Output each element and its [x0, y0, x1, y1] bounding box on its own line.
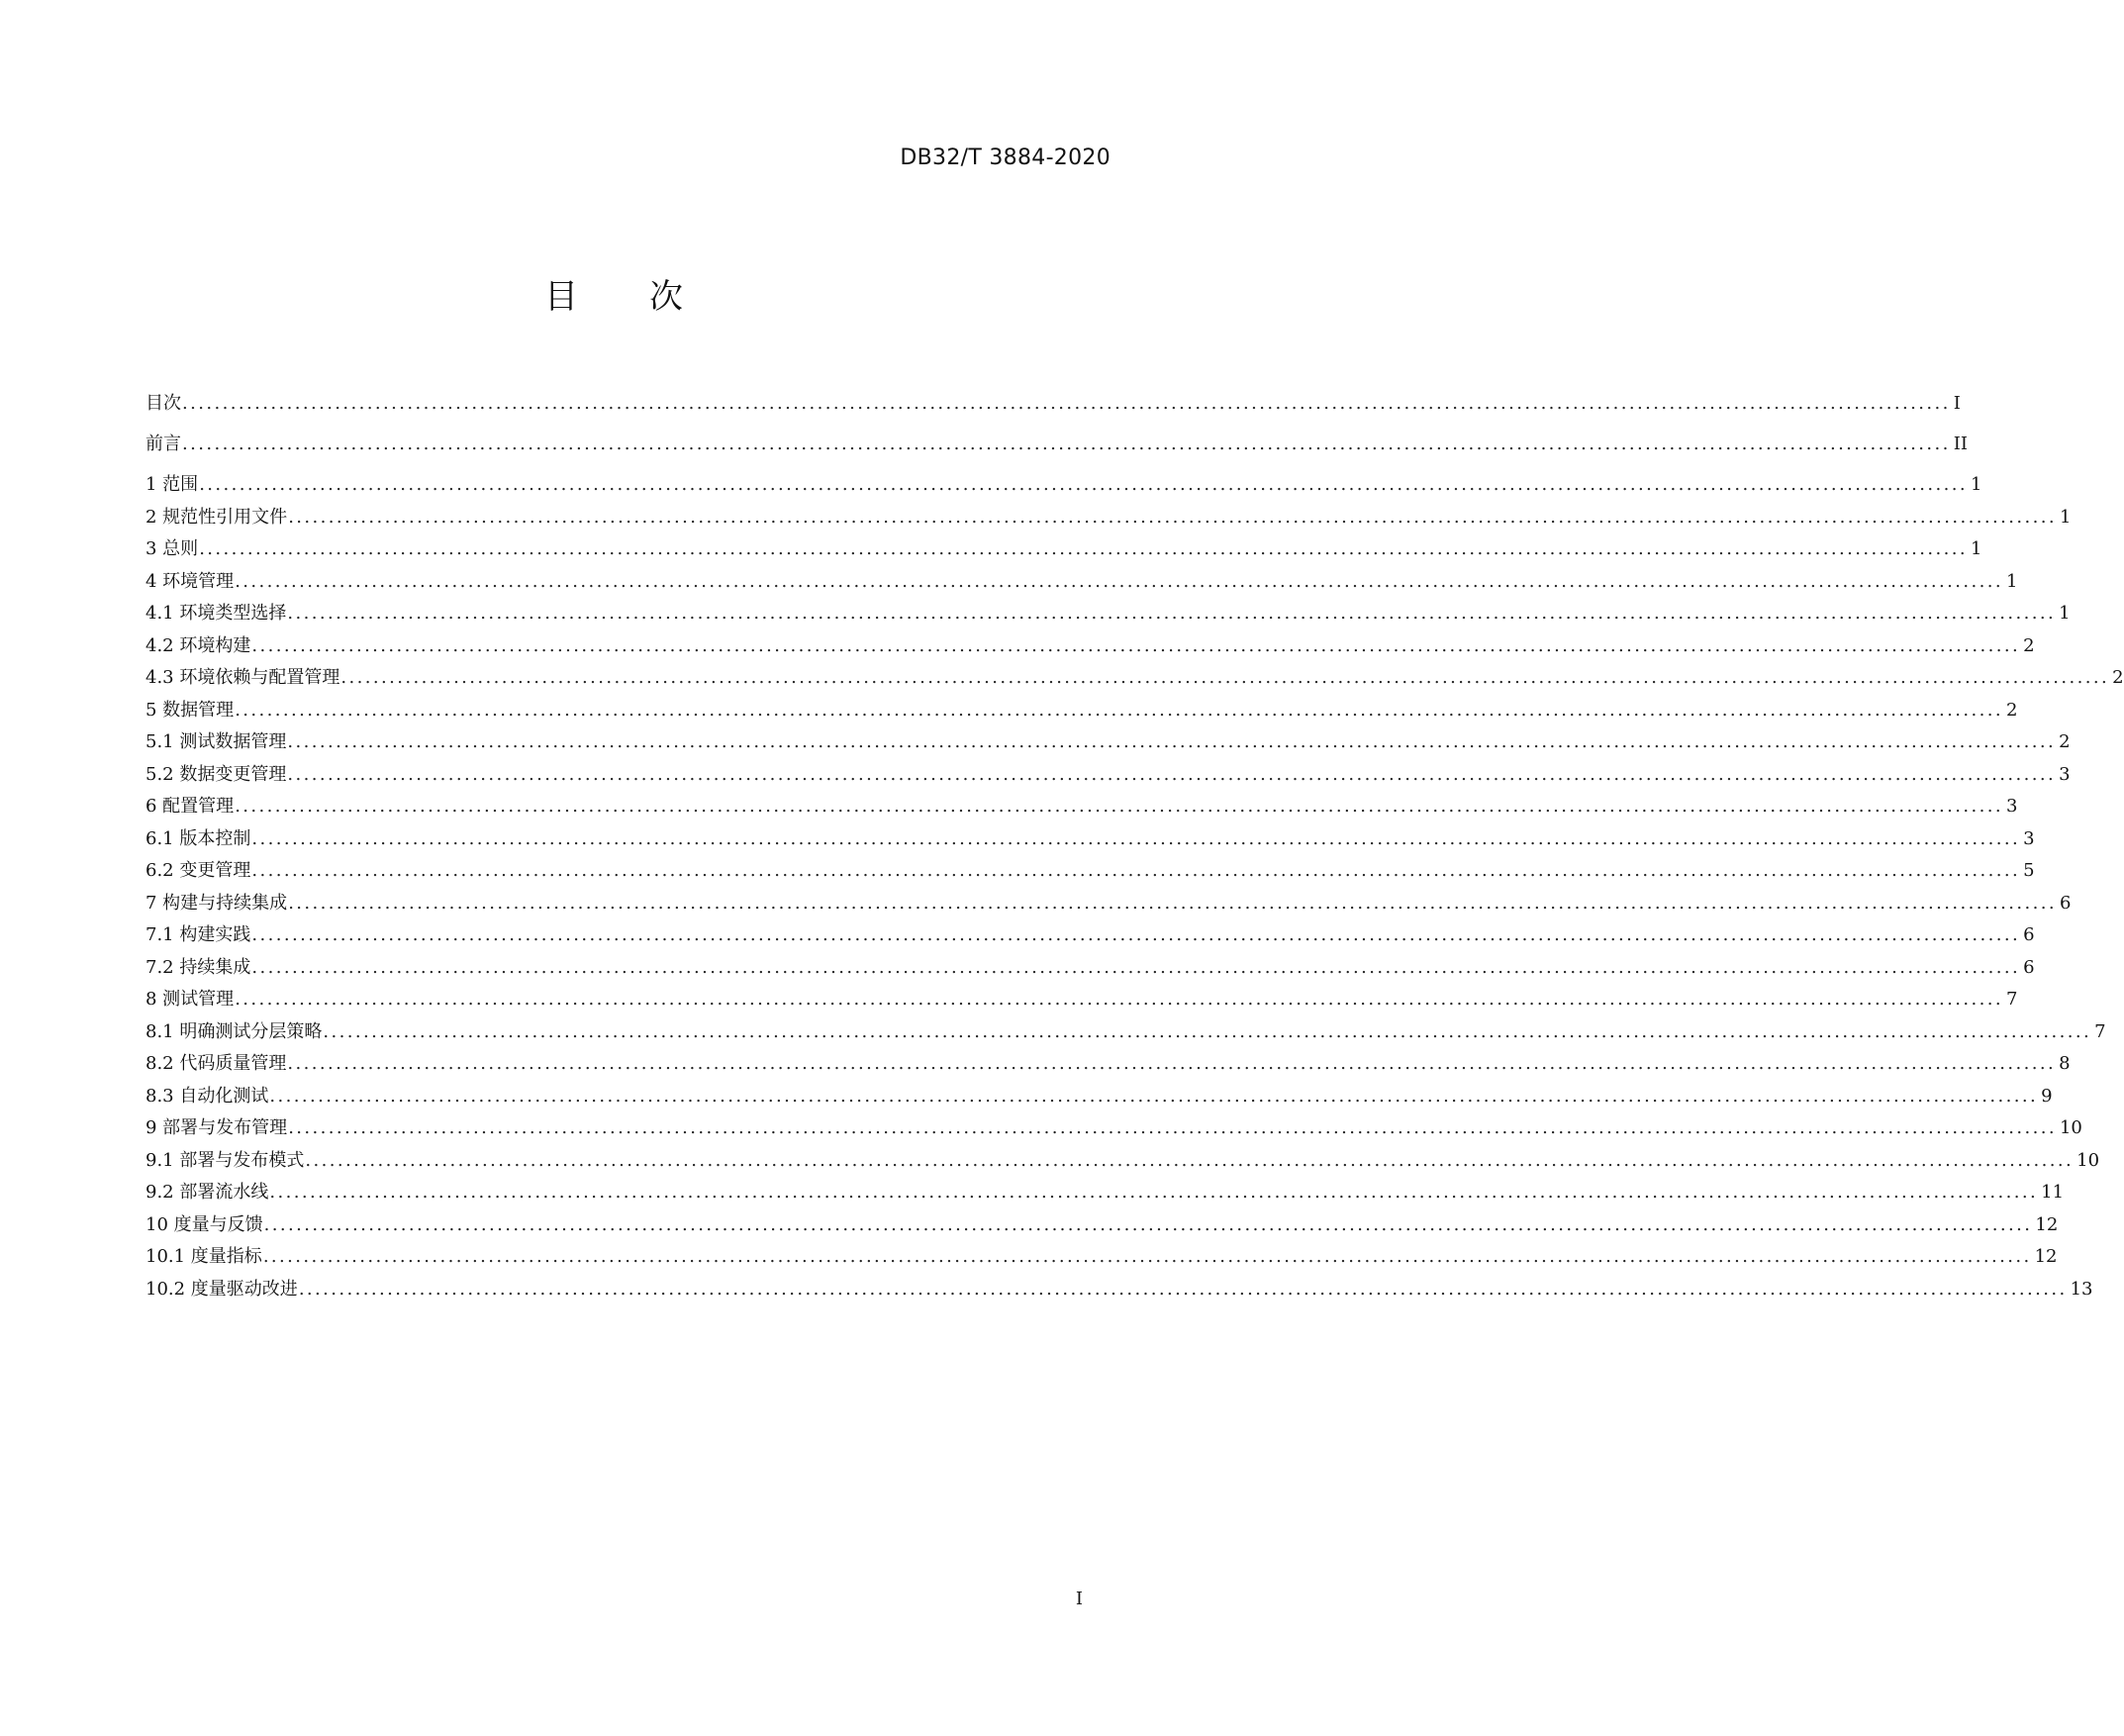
toc-entry-page: 6: [2023, 956, 2035, 978]
toc-dot-leader: ............................................................................................................................................................................................................................: [199, 538, 1968, 559]
toc-entry[interactable]: [145, 469, 1982, 502]
toc-entry[interactable]: [145, 1274, 2093, 1306]
toc-entry-page: II: [1953, 434, 1969, 454]
toc-entry-label: 8.2 代码质量管理: [145, 1053, 287, 1074]
toc-dot-leader: ............................................................................................................................................................................................................................: [182, 434, 1951, 454]
toc-entry[interactable]: [145, 952, 2035, 985]
toc-entry[interactable]: [145, 662, 2124, 695]
toc-entry-label: 8 测试管理: [145, 989, 235, 1010]
toc-dot-leader: ............................................................................................................................................................................................................................: [298, 1278, 2068, 1300]
toc-dot-leader: ............................................................................................................................................................................................................................: [287, 731, 2057, 752]
page-number: I: [1075, 1589, 1083, 1609]
toc-dot-leader: ............................................................................................................................................................................................................................: [269, 1182, 2039, 1203]
toc-entry-page: 5: [2023, 860, 2035, 881]
toc-entry-page: 12: [2035, 1213, 2059, 1235]
toc-entry-page: 3: [2005, 796, 2018, 817]
toc-dot-leader: ............................................................................................................................................................................................................................: [251, 827, 2021, 849]
toc-entry-page: 1: [2059, 603, 2071, 624]
toc-entry-page: 6: [2023, 924, 2035, 945]
toc-entry[interactable]: [145, 855, 2035, 888]
toc-entry-label: 9 部署与发布管理: [145, 1117, 288, 1138]
toc-entry-label: 10 度量与反馈: [145, 1213, 263, 1235]
toc-entry-page: 1: [2059, 506, 2072, 528]
toc-entry-page: 6: [2059, 892, 2072, 914]
toc-dot-leader: ............................................................................................................................................................................................................................: [287, 763, 2057, 785]
toc-dot-leader: ............................................................................................................................................................................................................................: [288, 506, 2057, 528]
toc-entry-page: 3: [2023, 827, 2035, 849]
toc-dot-leader: ............................................................................................................................................................................................................................: [288, 892, 2057, 914]
toc-entry[interactable]: [145, 759, 2071, 792]
toc-entry[interactable]: [145, 1112, 2082, 1145]
toc-entry-label: 10.1 度量指标: [145, 1246, 262, 1267]
toc-entry-page: 2: [2059, 731, 2071, 752]
toc-entry[interactable]: [145, 1209, 2059, 1242]
toc-dot-leader: ............................................................................................................................................................................................................................: [235, 796, 2003, 817]
toc-entry-label: 5.1 测试数据管理: [145, 731, 287, 752]
toc-entry[interactable]: [145, 984, 2018, 1016]
toc-entry-page: 9: [2041, 1085, 2053, 1107]
toc-entry-label: 9.1 部署与发布模式: [145, 1149, 305, 1171]
toc-dot-leader: ............................................................................................................................................................................................................................: [235, 699, 2003, 721]
toc-entry-page: 2: [2112, 667, 2124, 688]
toc-entry-label: 6 配置管理: [145, 796, 235, 817]
toc-dot-leader: ............................................................................................................................................................................................................................: [251, 634, 2021, 656]
page-title: [0, 275, 1227, 319]
page-title-char-1: 目: [544, 277, 578, 317]
toc-entry[interactable]: [145, 1048, 2071, 1081]
toc-entry-label: 2 规范性引用文件: [145, 506, 288, 528]
toc-entry-page: 13: [2070, 1278, 2093, 1300]
toc-entry[interactable]: [145, 1177, 2065, 1209]
toc-dot-leader: ............................................................................................................................................................................................................................: [235, 570, 2003, 592]
toc-entry[interactable]: [145, 1016, 2106, 1049]
toc-entry-label: 5.2 数据变更管理: [145, 763, 287, 785]
toc-entry-label: 6.1 版本控制: [145, 827, 251, 849]
toc-entry[interactable]: [145, 630, 2035, 663]
toc-entry[interactable]: [145, 823, 2035, 856]
toc-entry-page: 10: [2059, 1117, 2082, 1138]
toc-dot-leader: ............................................................................................................................................................................................................................: [251, 860, 2021, 881]
table-of-contents: [145, 388, 2124, 1305]
toc-dot-leader: ............................................................................................................................................................................................................................: [305, 1149, 2075, 1171]
toc-entry-label: 4.1 环境类型选择: [145, 603, 287, 624]
toc-entry-label: 4.3 环境依赖与配置管理: [145, 667, 340, 688]
toc-dot-leader: ............................................................................................................................................................................................................................: [323, 1020, 2092, 1042]
toc-entry-label: 1 范围: [145, 474, 199, 495]
toc-dot-leader: ............................................................................................................................................................................................................................: [288, 1117, 2057, 1138]
toc-dot-leader: ............................................................................................................................................................................................................................: [251, 956, 2021, 978]
toc-entry-page: 7: [2094, 1020, 2106, 1042]
toc-entry[interactable]: [145, 566, 2018, 599]
toc-dot-leader: ............................................................................................................................................................................................................................: [262, 1246, 2032, 1267]
toc-entry[interactable]: [145, 1241, 2058, 1274]
toc-entry-label: 目次: [145, 393, 181, 414]
standard-code: DB32/T 3884-2020: [900, 145, 1110, 170]
toc-entry-label: 10.2 度量驱动改进: [145, 1278, 298, 1300]
toc-entry-page: 8: [2059, 1053, 2071, 1074]
toc-entry[interactable]: [145, 791, 2018, 823]
toc-entry-page: 12: [2034, 1246, 2058, 1267]
toc-entry-page: 7: [2005, 989, 2018, 1010]
toc-entry[interactable]: [145, 919, 2035, 952]
toc-entry-label: 8.3 自动化测试: [145, 1085, 269, 1107]
toc-entry-page: 10: [2076, 1149, 2100, 1171]
toc-entry[interactable]: [145, 1081, 2053, 1113]
toc-entry-label: 7.1 构建实践: [145, 924, 251, 945]
toc-entry-page: 2: [2005, 699, 2018, 721]
toc-entry-label: 7.2 持续集成: [145, 956, 251, 978]
toc-entry-label: 7 构建与持续集成: [145, 892, 288, 914]
toc-entry[interactable]: [145, 388, 1961, 429]
toc-dot-leader: ............................................................................................................................................................................................................................: [340, 667, 2110, 688]
toc-entry[interactable]: [145, 429, 1969, 469]
toc-entry-label: 9.2 部署流水线: [145, 1182, 269, 1203]
toc-dot-leader: ............................................................................................................................................................................................................................: [287, 603, 2057, 624]
toc-dot-leader: ............................................................................................................................................................................................................................: [263, 1213, 2033, 1235]
page-title-char-2: 次: [649, 277, 683, 317]
toc-entry-page: 11: [2041, 1182, 2065, 1203]
toc-dot-leader: ............................................................................................................................................................................................................................: [182, 393, 1951, 414]
toc-entry-page: 1: [1970, 538, 1982, 559]
toc-entry[interactable]: [145, 726, 2071, 759]
toc-entry[interactable]: [145, 888, 2072, 920]
toc-entry[interactable]: [145, 502, 2072, 534]
toc-entry-label: 前言: [145, 434, 181, 454]
toc-dot-leader: ............................................................................................................................................................................................................................: [251, 924, 2021, 945]
toc-dot-leader: ............................................................................................................................................................................................................................: [235, 989, 2003, 1010]
toc-entry[interactable]: [145, 695, 2018, 727]
toc-dot-leader: ............................................................................................................................................................................................................................: [287, 1053, 2057, 1074]
toc-dot-leader: ............................................................................................................................................................................................................................: [269, 1085, 2039, 1107]
toc-dot-leader: ............................................................................................................................................................................................................................: [199, 474, 1968, 495]
toc-entry-page: 3: [2059, 763, 2071, 785]
toc-entry[interactable]: [145, 1145, 2100, 1178]
toc-entry-label: 4.2 环境构建: [145, 634, 251, 656]
toc-entry-page: I: [1953, 393, 1961, 414]
toc-entry-label: 5 数据管理: [145, 699, 235, 721]
toc-entry-label: 3 总则: [145, 538, 199, 559]
toc-entry-label: 4 环境管理: [145, 570, 235, 592]
toc-entry-label: 8.1 明确测试分层策略: [145, 1020, 323, 1042]
toc-entry[interactable]: [145, 598, 2071, 630]
toc-entry-page: 1: [1970, 474, 1982, 495]
toc-entry-page: 1: [2005, 570, 2018, 592]
toc-entry[interactable]: [145, 533, 1982, 566]
toc-entry-page: 2: [2023, 634, 2035, 656]
toc-entry-label: 6.2 变更管理: [145, 860, 251, 881]
